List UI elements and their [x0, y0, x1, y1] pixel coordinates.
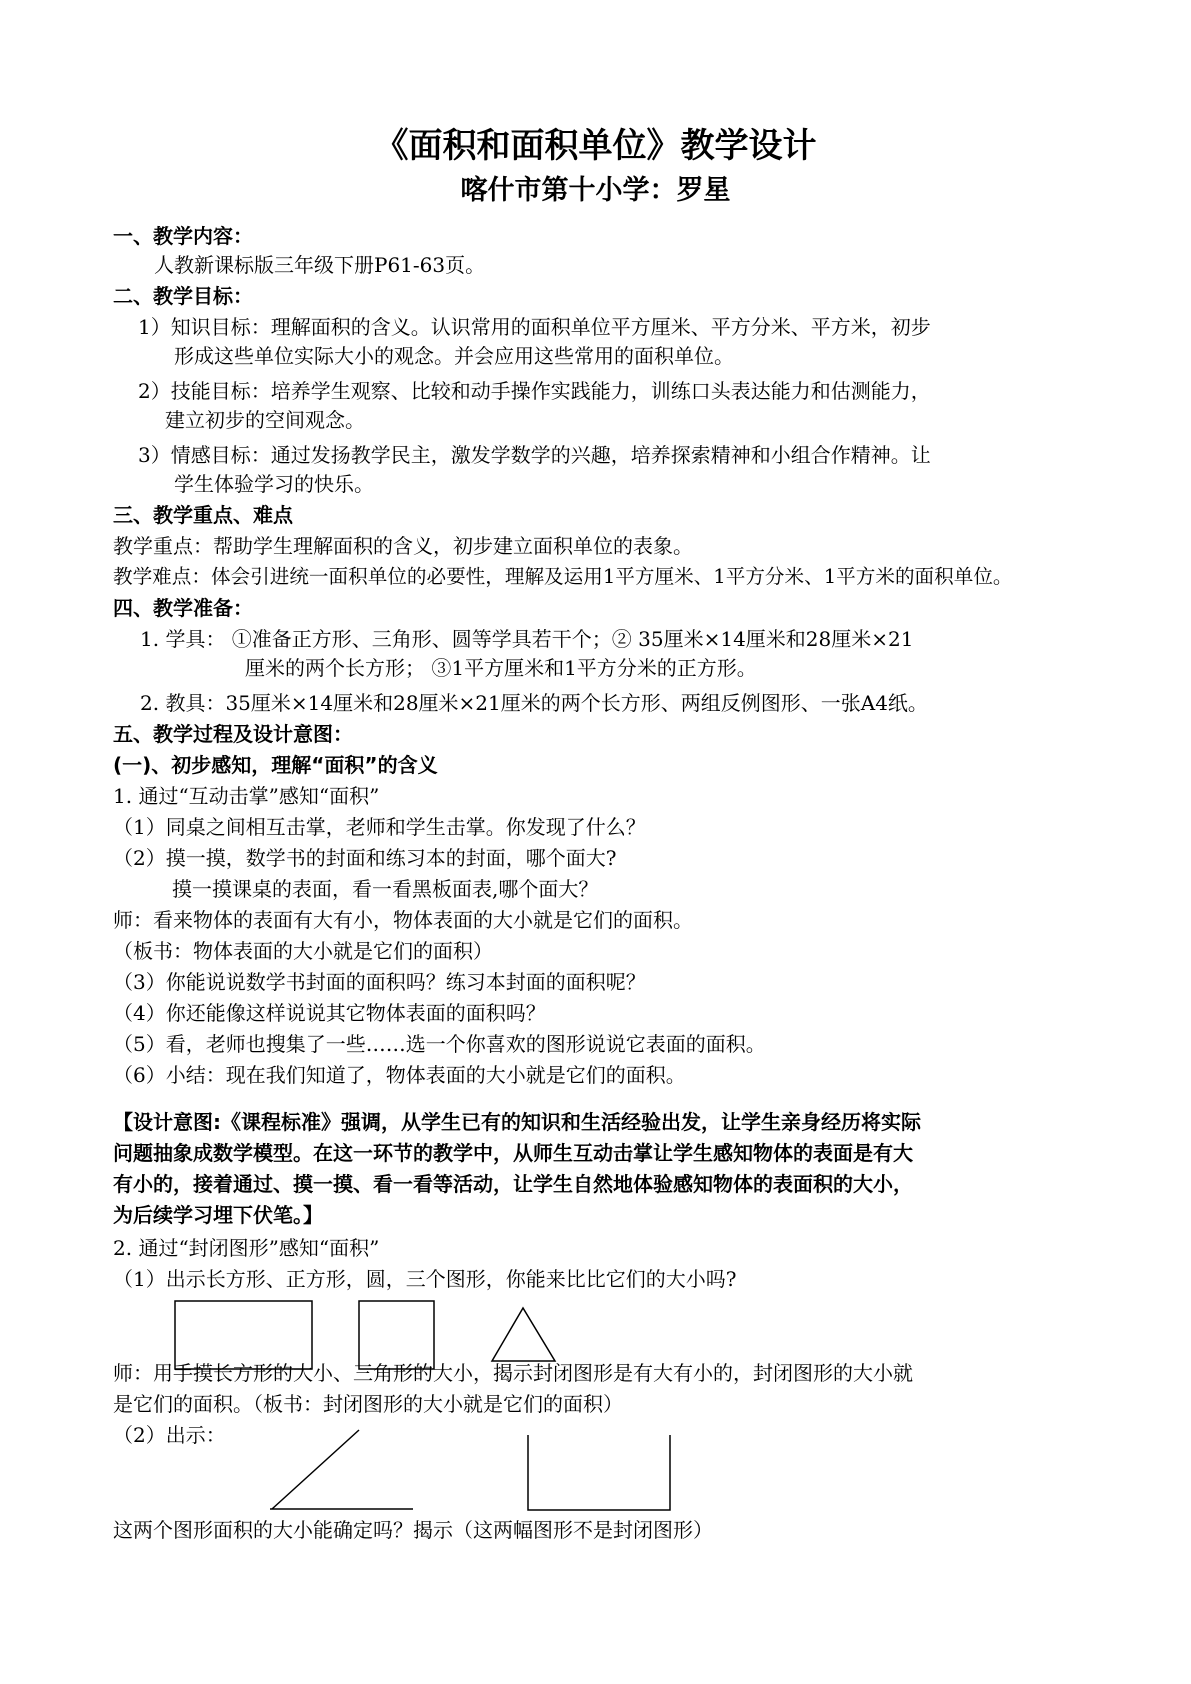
- design-intent-line1: 【设计意图:《课程标准》强调，从学生已有的知识和生活经验出发，让学生亲身经历将实际: [113, 1110, 921, 1134]
- angle-open-figure-diagonal: [272, 1430, 359, 1509]
- prep-teacher-line: 2. 教具：35厘米×14厘米和28厘米×21厘米的两个长方形、两组反例图形、一张A4纸。: [140, 691, 928, 715]
- key-point-text: 教学重点：帮助学生理解面积的含义，初步建立面积单位的表象。: [113, 534, 693, 558]
- prep-student-line2: 厘米的两个长方形； ③1平方厘米和1平方分米的正方形。: [245, 656, 757, 680]
- process-line: 师：看来物体的表面有大有小，物体表面的大小就是它们的面积。: [113, 908, 693, 932]
- process-line: 这两个图形面积的大小能确定吗？揭示（这两幅图形不是封闭图形）: [113, 1518, 713, 1542]
- goal-emotion-line1: 3）情感目标：通过发扬教学民主，激发学数学的兴趣，培养探索精神和小组合作精神。让: [138, 443, 931, 467]
- section-heading-content: 一、教学内容：: [113, 224, 253, 248]
- goal-knowledge-line2: 形成这些单位实际大小的观念。并会应用这些常用的面积单位。: [174, 344, 734, 368]
- process-line: （板书：物体表面的大小就是它们的面积）: [113, 939, 493, 963]
- subsection-heading: (一)、初步感知，理解“面积”的含义: [113, 753, 438, 777]
- process-line: 1. 通过“互动击掌”感知“面积”: [113, 784, 380, 808]
- prep-student-line1: 1. 学具： ①准备正方形、三角形、圆等学具若干个；② 35厘米×14厘米和28厘米×21: [140, 627, 914, 651]
- process-line: （6）小结：现在我们知道了，物体表面的大小就是它们的面积。: [113, 1063, 686, 1087]
- design-intent-line2: 问题抽象成数学模型。在这一环节的教学中，从师生互动击掌让学生感知物体的表面是有大: [113, 1141, 913, 1165]
- section-heading-preparation: 四、教学准备：: [113, 596, 253, 620]
- goal-skill-line1: 2）技能目标：培养学生观察、比较和动手操作实践能力，训练口头表达能力和估测能力，: [138, 379, 931, 403]
- process-line: （4）你还能像这样说说其它物体表面的面积吗？: [113, 1001, 546, 1025]
- process-line: 摸一摸课桌的表面，看一看黑板面表,哪个面大？: [172, 877, 599, 901]
- goal-skill-line2: 建立初步的空间观念。: [165, 408, 365, 432]
- design-intent-line4: 为后续学习埋下伏笔。】: [113, 1203, 323, 1227]
- section-heading-keypoints: 三、教学重点、难点: [113, 503, 293, 527]
- process-line: （3）你能说说数学书封面的面积吗？练习本封面的面积呢？: [113, 970, 646, 994]
- process-line: （2）摸一摸，数学书的封面和练习本的封面，哪个面大?: [113, 846, 617, 870]
- process-line: （5）看，老师也搜集了一些……选一个你喜欢的图形说说它表面的面积。: [113, 1032, 766, 1056]
- process-line: 2. 通过“封闭图形”感知“面积”: [113, 1236, 380, 1260]
- process-line: （1）出示长方形、正方形，圆，三个图形，你能来比比它们的大小吗?: [113, 1267, 737, 1291]
- u-open-figure: [528, 1435, 670, 1510]
- difficult-point-text: 教学难点：体会引进统一面积单位的必要性，理解及运用1平方厘米、1平方分米、1平方米的面积单位。: [113, 565, 1013, 588]
- content-text: 人教新课标版三年级下册P61-63页。: [154, 253, 486, 277]
- goal-emotion-line2: 学生体验学习的快乐。: [174, 472, 374, 496]
- design-intent-line3: 有小的，接着通过、摸一摸、看一看等活动，让学生自然地体验感知物体的表面积的大小，: [113, 1172, 913, 1196]
- process-line: （1）同桌之间相互击掌，老师和学生击掌。你发现了什么？: [113, 815, 646, 839]
- process-line: 师：用手摸长方形的大小、三角形的大小，揭示封闭图形是有大有小的，封闭图形的大小就: [113, 1361, 913, 1385]
- section-heading-goals: 二、教学目标：: [113, 284, 253, 308]
- document-title: 《面积和面积单位》教学设计: [374, 126, 817, 166]
- document-author: 喀什市第十小学：罗星: [460, 175, 731, 206]
- process-line: 是它们的面积。（板书：封闭图形的大小就是它们的面积）: [113, 1392, 623, 1416]
- goal-knowledge-line1: 1）知识目标：理解面积的含义。认识常用的面积单位平方厘米、平方分米、平方米，初步: [138, 315, 931, 339]
- section-heading-process: 五、教学过程及设计意图：: [113, 722, 353, 746]
- process-line: （2）出示：: [113, 1423, 226, 1447]
